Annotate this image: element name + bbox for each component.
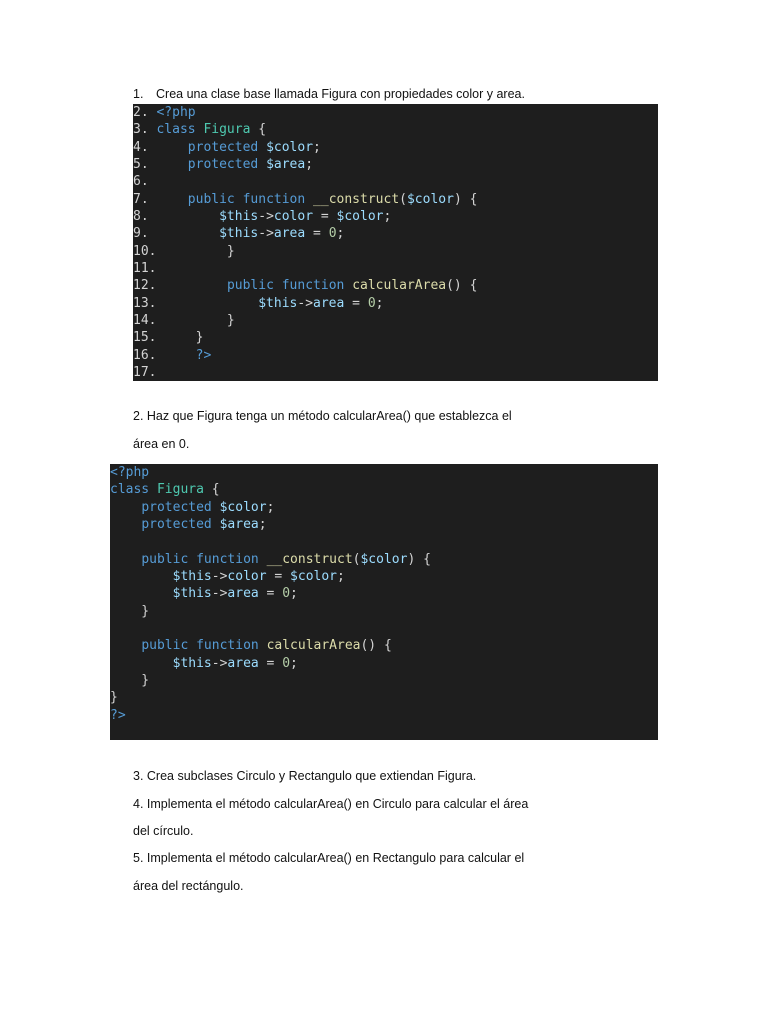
code-token (156, 209, 219, 224)
code-token: -> (211, 569, 228, 585)
code-token: = (258, 586, 283, 602)
code-token (258, 157, 266, 172)
code-line (110, 603, 658, 620)
list-item-5-line-1: 5. Implementa el método calcularArea() en Rectangulo para calcular el (133, 851, 525, 865)
line-number: 17. (133, 365, 165, 381)
line-number: 14. (133, 313, 165, 329)
code-token: $area (219, 517, 259, 533)
code-line (133, 312, 658, 329)
code-token: = (305, 226, 329, 242)
code-token: ; (258, 517, 267, 533)
code-token: } (164, 243, 235, 259)
line-number: 13. (133, 295, 165, 311)
code-token (156, 157, 187, 172)
code-token: ; (290, 586, 298, 602)
code-token: ; (305, 157, 314, 173)
code-token: $area (266, 157, 306, 173)
line-number: 15. (133, 330, 165, 346)
code-token: $color (290, 569, 338, 585)
code-token: Figura (203, 122, 251, 138)
code-token: calcularArea (352, 278, 447, 294)
code-token: () { (446, 278, 478, 294)
code-token: } (110, 603, 150, 619)
code-token (110, 586, 173, 601)
line-number: 6. (133, 174, 157, 190)
code-line (110, 655, 658, 672)
code-line (133, 277, 658, 294)
code-block-numbered (133, 104, 658, 381)
code-token: ) { (453, 191, 478, 207)
code-token: protected (187, 139, 259, 155)
code-token: 0 (328, 226, 337, 242)
code-token: ; (337, 569, 345, 585)
code-token: color (273, 209, 314, 225)
code-token: ; (375, 295, 384, 311)
code-token: ; (290, 655, 298, 671)
code-token: ) { (407, 551, 431, 567)
code-token (110, 638, 141, 653)
list-item-text: Crea una clase base llamada Figura con propiedades color y area. (156, 87, 525, 101)
code-line (110, 481, 658, 498)
code-token: ?> (110, 707, 126, 723)
code-token: { (250, 122, 267, 138)
code-token: = (266, 569, 291, 585)
code-token: $color (336, 209, 384, 225)
code-token (110, 500, 141, 515)
code-token: -> (211, 655, 228, 671)
code-line (110, 637, 658, 654)
code-token: function (196, 551, 259, 567)
code-token: 0 (282, 586, 291, 602)
code-token (110, 552, 141, 567)
code-line (110, 689, 658, 706)
code-line (133, 347, 658, 364)
code-token: public (187, 191, 235, 207)
code-token: { (203, 482, 220, 498)
code-line (110, 672, 658, 689)
code-token: } (110, 690, 118, 706)
line-number: 12. (133, 278, 165, 294)
code-token (110, 569, 173, 584)
code-token: $color (360, 551, 408, 567)
code-token (149, 482, 157, 497)
code-token: ; (313, 139, 321, 155)
code-token: = (258, 655, 283, 671)
code-token: ; (266, 499, 275, 515)
code-token: ; (383, 209, 392, 225)
code-token (156, 226, 219, 241)
code-token: } (110, 673, 150, 689)
code-token: __construct (313, 191, 400, 207)
code-token: area (227, 655, 259, 671)
code-token: ; (336, 226, 345, 242)
code-token: $this (219, 226, 259, 242)
code-token: area (313, 295, 345, 311)
code-block (110, 464, 658, 740)
code-token (212, 517, 220, 532)
code-line (110, 568, 658, 585)
code-token (258, 140, 266, 155)
code-line (133, 208, 658, 225)
code-line (133, 173, 658, 190)
code-token (164, 296, 258, 311)
code-token: area (227, 586, 259, 602)
code-line (133, 104, 658, 121)
code-line (133, 225, 658, 242)
code-token: } (164, 313, 235, 329)
line-number: 10. (133, 243, 165, 259)
code-token: () { (360, 638, 392, 654)
code-line (133, 139, 658, 156)
code-token (164, 348, 195, 363)
code-token: protected (141, 517, 212, 533)
code-token (235, 192, 243, 207)
code-token: $this (258, 295, 298, 311)
line-number: 11. (133, 261, 165, 277)
code-token: <?php (156, 105, 196, 120)
line-number: 8. (133, 209, 157, 225)
line-number: 9. (133, 226, 157, 242)
code-token: $color (266, 139, 314, 155)
code-token: __construct (266, 551, 353, 567)
code-token: -> (258, 226, 274, 242)
line-number: 16. (133, 347, 165, 363)
code-token: $this (172, 569, 212, 585)
code-token: function (242, 191, 306, 207)
code-token: function (281, 278, 345, 294)
code-line (133, 364, 658, 381)
code-token: ?> (195, 347, 212, 363)
code-token (259, 552, 267, 567)
list-item-2-line-2: área en 0. (133, 437, 190, 451)
code-token: = (313, 209, 337, 225)
code-token (156, 192, 187, 207)
code-token: 0 (367, 295, 376, 311)
list-item-2-line-1: 2. Haz que Figura tenga un método calcularArea() que establezca el (133, 409, 512, 423)
code-token: } (164, 330, 204, 346)
list-item-3: 3. Crea subclases Circulo y Rectangulo que extiendan Figura. (133, 769, 477, 783)
code-line (133, 156, 658, 173)
code-token: 0 (282, 655, 291, 671)
code-token (110, 656, 173, 671)
code-token: ( (399, 191, 407, 207)
code-token: protected (187, 157, 259, 173)
line-number: 3. (133, 122, 157, 138)
code-line (133, 121, 658, 138)
code-token: $color (219, 499, 267, 515)
code-token: calcularArea (266, 638, 361, 654)
code-token (188, 552, 196, 567)
line-number: 4. (133, 139, 157, 155)
code-token: $this (172, 586, 212, 602)
code-token (344, 278, 352, 293)
code-line (110, 499, 658, 516)
code-token: ( (352, 551, 361, 567)
code-token: public (141, 551, 189, 567)
line-number: 5. (133, 157, 157, 173)
code-token: $color (406, 191, 454, 207)
code-line (110, 533, 658, 550)
list-item-5-line-2: área del rectángulo. (133, 879, 244, 893)
code-token (305, 192, 313, 207)
code-token: public (226, 278, 274, 294)
code-line (110, 551, 658, 568)
code-token: -> (297, 295, 314, 311)
list-item-number: 1. (133, 87, 144, 101)
line-number: 7. (133, 191, 157, 207)
list-item-1 (133, 86, 525, 102)
code-token (259, 638, 267, 653)
code-token: class (156, 122, 196, 138)
code-token: -> (258, 209, 274, 225)
code-token: -> (211, 586, 228, 602)
code-token: class (110, 482, 150, 498)
code-token: color (227, 569, 267, 585)
code-token: $this (172, 655, 212, 671)
code-token: Figura (156, 482, 204, 498)
code-token (274, 278, 282, 293)
code-line (110, 464, 658, 481)
code-token: <?php (110, 465, 150, 480)
line-number: 2. (133, 105, 157, 120)
code-token (212, 500, 220, 515)
code-token: area (273, 226, 306, 242)
code-token: $this (219, 209, 259, 225)
code-token: public (141, 638, 189, 654)
code-line (110, 585, 658, 602)
code-token (156, 140, 187, 155)
list-item-4-line-2: del círculo. (133, 824, 194, 838)
code-line (133, 295, 658, 312)
code-token (164, 278, 227, 293)
code-line (110, 707, 658, 724)
code-line (133, 329, 658, 346)
code-token (110, 517, 141, 532)
code-line (133, 191, 658, 208)
code-token: = (344, 295, 368, 311)
code-token: function (196, 638, 259, 654)
code-line (133, 260, 658, 277)
code-line (133, 243, 658, 260)
code-line (110, 516, 658, 533)
code-token (188, 638, 196, 653)
code-token: protected (141, 499, 212, 515)
list-item-4-line-1: 4. Implementa el método calcularArea() en Circulo para calcular el área (133, 797, 529, 811)
code-line (110, 620, 658, 637)
